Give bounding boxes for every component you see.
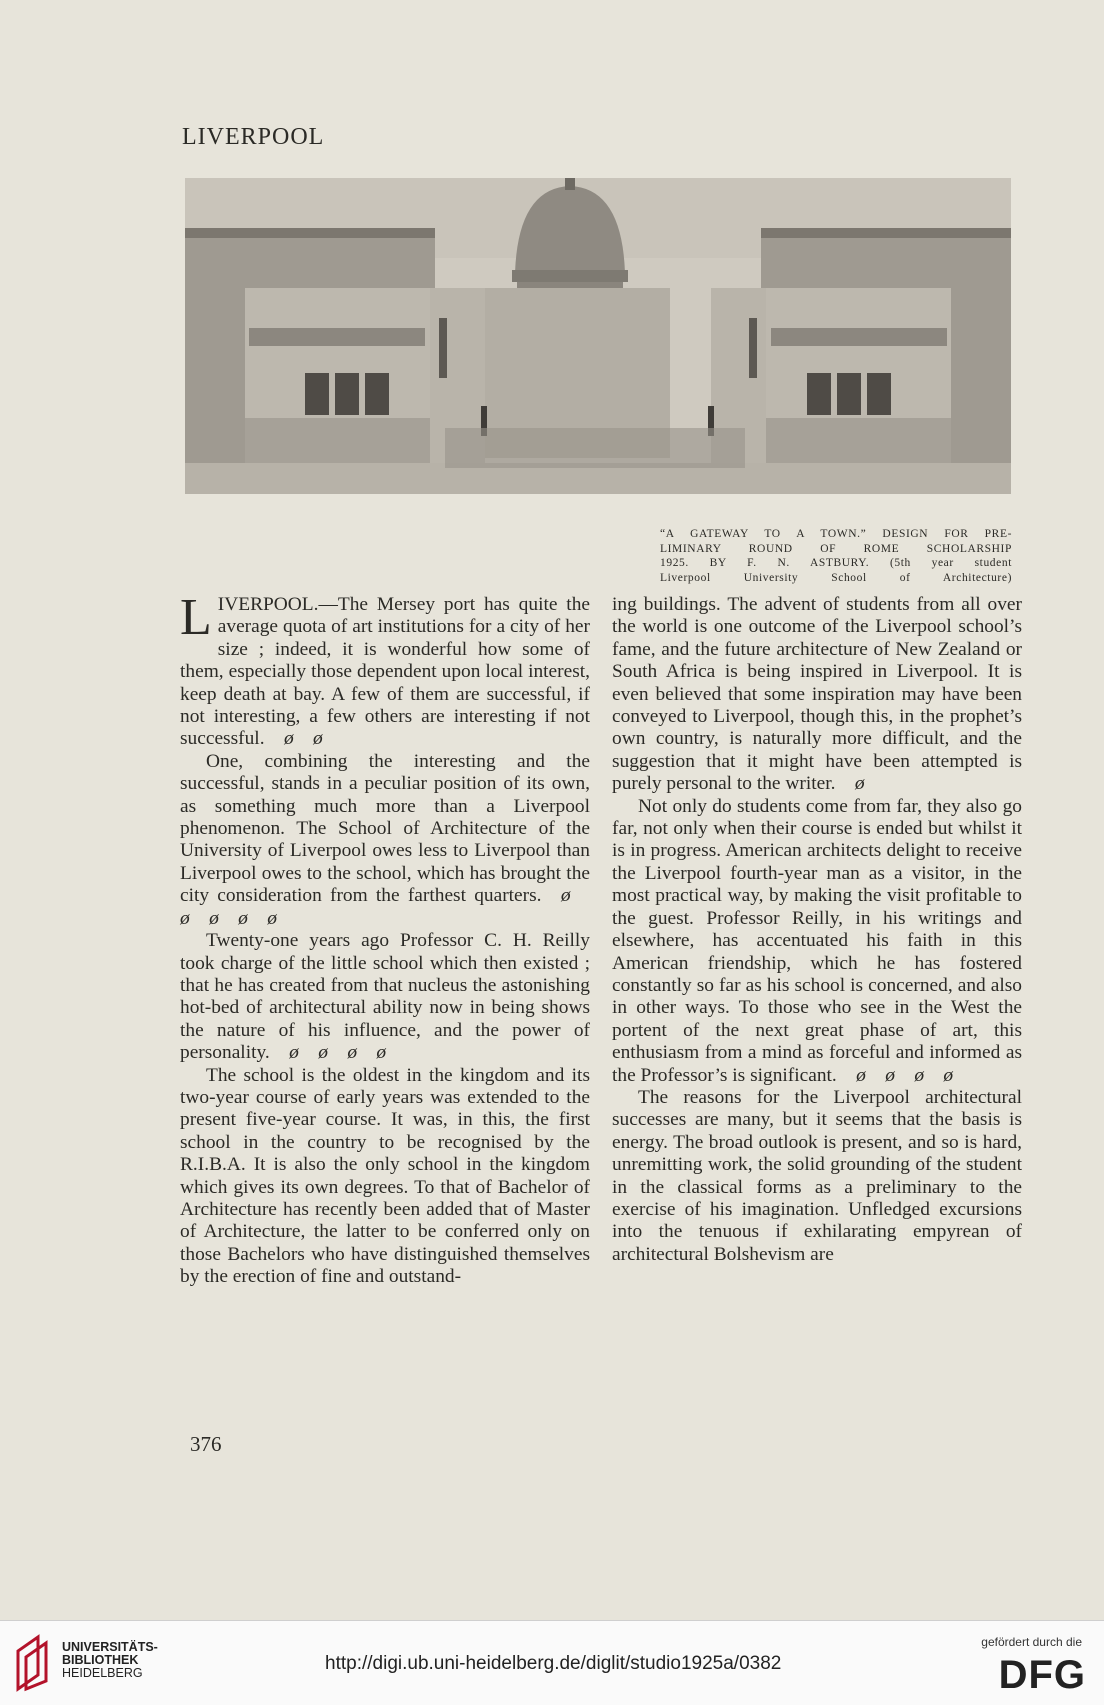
paragraph — [180, 930, 590, 1064]
paragraph — [612, 1087, 1022, 1266]
right-column — [612, 594, 1022, 1266]
plate-caption — [660, 527, 1012, 585]
viewer-footer — [0, 1620, 1104, 1705]
caption-line: 1925. BY F. N. ASTBURY. (5th year student — [660, 557, 1012, 570]
left-column — [180, 589, 590, 1289]
paragraph-text: IVERPOOL.—The Mersey port has quite the average quota of art institutions for a city of her size ; indeed, it is wonderful how some of them, especially those dependent upon local interest, keep death at bay. A few of them are successful, if not interesting, a few others are interesting if not successful. — [180, 594, 590, 750]
funding-note: gefördert durch die — [981, 1635, 1082, 1649]
ornament: ø ø ø ø — [269, 1042, 387, 1064]
paragraph-text: Not only do students come from far, they also go far, not only when their course is ended but whilst it is in progress. American architects delight to receive the Liverpool fourth-year man as a visitor, in the most practical way, by making the visit profitable to the guest. Professor Reilly, in his writings and elsewhere, has accentuated his faith in this American friendship, which he has fostered constantly so far as his school is concerned, and also in other ways. To those who see in the West the portent of the next great phase of art, this enthusiasm from a mind as forceful and informed as the Professor’s is significant. — [612, 795, 1022, 1086]
paragraph — [180, 589, 590, 751]
paragraph — [612, 594, 1022, 796]
ornament: ø ø ø ø — [836, 1064, 954, 1086]
library-name — [62, 1641, 158, 1680]
library-line: BIBLIOTHEK — [62, 1653, 139, 1667]
drop-cap: L — [180, 589, 212, 646]
paragraph — [180, 751, 590, 930]
library-line: HEIDELBERG — [62, 1666, 143, 1680]
architectural-drawing-plate — [185, 178, 1011, 494]
paragraph-text: ing buildings. The advent of students from all over the world is one outcome of the Liverpool school’s fame, and the future architecture of New Zealand or South Africa is being inspired in Liverpool. It is even believed that some inspiration may have been conveyed to Liverpool, though this, in the prophet’s own country, is naturally more difficult, and the suggestion that it might have been attempted is purely personal to the writer. — [612, 594, 1022, 795]
paragraph-text: The school is the oldest in the kingdom and its two-year course of early years was extended to the present five-year course. It was, in this, the first school in the country to be recognised by the R.I.B.A. It is also the only school in the kingdom which gives its own degrees. To that of Bachelor of Architecture has recently been added that of Master of Architecture, the latter to be conferred only on those Bachelors who have distinguished themselves by the erection of fine and outstand- — [180, 1064, 590, 1288]
paragraph-text: Twenty-one years ago Professor C. H. Reilly took charge of the little school which then existed ; that he has created from that nucleus the astonishing hot-bed of architectural ability now in being shows the nature of his influence, and the power of personality. — [180, 930, 590, 1064]
caption-line: LIMINARY ROUND OF ROME SCHOLARSHIP — [660, 542, 1012, 555]
ornament: ø — [835, 773, 865, 795]
paragraph — [612, 796, 1022, 1087]
ornament: ø ø — [264, 728, 323, 750]
library-line: UNIVERSITÄTS- — [62, 1640, 158, 1654]
ornament: ø ø ø ø ø — [180, 885, 590, 929]
university-library-logo-icon — [14, 1633, 56, 1693]
paragraph-text: One, combining the interesting and the successful, stands in a peculiar position of its own, as something much more than a Liverpool phenomenon. The School of Architecture of the University of Liverpool owes less to Liverpool than Liverpool owes to the school, which has brought the city consideration from the farthest quarters. — [180, 750, 590, 907]
caption-line: Liverpool University School of Architecture) — [660, 571, 1012, 584]
running-head: LIVERPOOL — [182, 124, 325, 150]
page-number: 376 — [190, 1432, 222, 1456]
paragraph — [180, 1065, 590, 1289]
permalink-url[interactable]: http://digi.ub.uni-heidelberg.de/diglit/studio1925a/0382 — [325, 1653, 782, 1674]
dfg-logo: DFG — [998, 1653, 1086, 1697]
paragraph-text: The reasons for the Liverpool architectural successes are many, but it seems that the basis is energy. The broad outlook is present, and so is hard, unremitting work, the solid grounding of the student in the classical forms as a preliminary to the exercise of his imagination. Unfledged excursions into the tenuous if exhilarating empyrean of architectural Bolshevism are — [612, 1086, 1022, 1265]
caption-line: “A GATEWAY TO A TOWN.” DESIGN FOR PRE- — [660, 528, 1012, 540]
